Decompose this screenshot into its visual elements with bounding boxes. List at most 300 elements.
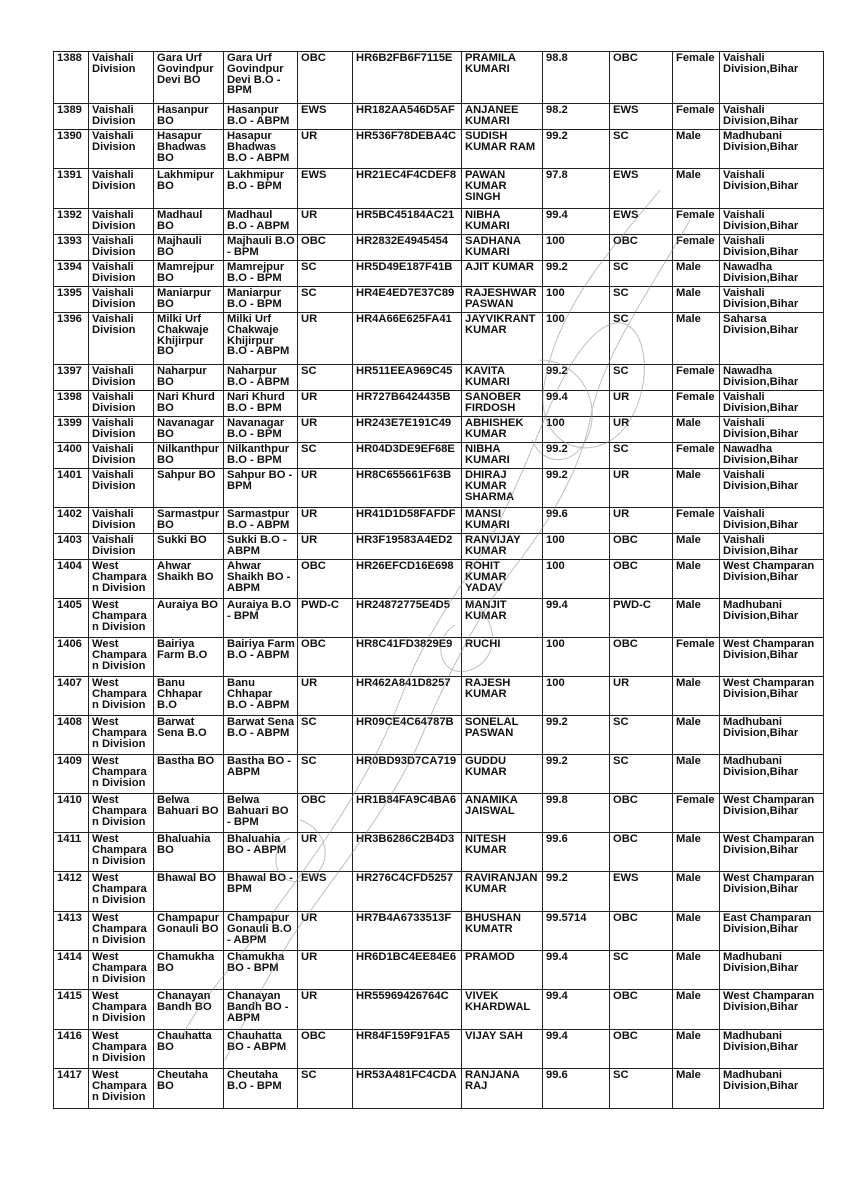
cell-sr-no: 1402: [54, 508, 89, 534]
cell-percentage: 99.4: [543, 990, 610, 1030]
cell-percentage: 100: [543, 313, 610, 365]
cell-category: EWS: [298, 872, 353, 912]
cell-division: West Champara n Division: [89, 1030, 154, 1069]
cell-office-name: Madhaul BO: [154, 209, 224, 235]
cell-sr-no: 1414: [54, 951, 89, 990]
cell-category: SC: [298, 755, 353, 794]
cell-gender: Female: [673, 508, 720, 534]
cell-gender: Female: [673, 391, 720, 417]
cell-category: UR: [298, 469, 353, 508]
cell-category: UR: [298, 677, 353, 716]
cell-office-name: Chauhatta BO: [154, 1030, 224, 1069]
cell-percentage: 98.8: [543, 52, 610, 104]
cell-category: SC: [298, 716, 353, 755]
cell-post-name: Banu Chhapar B.O - ABPM: [224, 677, 298, 716]
cell-division: Vaishali Division: [89, 287, 154, 313]
cell-office-name: Cheutaha BO: [154, 1069, 224, 1109]
cell-gender: Female: [673, 794, 720, 833]
cell-registration-no: HR182AA546D5AF: [353, 104, 462, 130]
cell-candidate-category: SC: [610, 261, 673, 287]
cell-division: Vaishali Division: [89, 169, 154, 209]
cell-sr-no: 1413: [54, 912, 89, 951]
table-row: [54, 794, 824, 833]
table-row: [54, 508, 824, 534]
cell-registration-no: HR4A66E625FA41: [353, 313, 462, 365]
cell-percentage: 99.2: [543, 130, 610, 169]
cell-registration-no: HR5D49E187F41B: [353, 261, 462, 287]
cell-percentage: 100: [543, 560, 610, 599]
cell-category: SC: [298, 261, 353, 287]
cell-post-name: Bairiya Farm B.O - ABPM: [224, 638, 298, 677]
cell-office-name: Nilkanthpur BO: [154, 443, 224, 469]
cell-gender: Male: [673, 469, 720, 508]
cell-gender: Male: [673, 872, 720, 912]
cell-division: Vaishali Division: [89, 365, 154, 391]
table-row: [54, 716, 824, 755]
cell-candidate-category: SC: [610, 716, 673, 755]
cell-candidate-division: Vaishali Division,Bihar: [720, 534, 824, 560]
cell-sr-no: 1405: [54, 599, 89, 638]
cell-candidate-category: OBC: [610, 52, 673, 104]
table-row: [54, 872, 824, 912]
cell-post-name: Nari Khurd B.O - BPM: [224, 391, 298, 417]
cell-percentage: 100: [543, 534, 610, 560]
cell-office-name: Navanagar BO: [154, 417, 224, 443]
cell-percentage: 99.2: [543, 872, 610, 912]
cell-office-name: Gara Urf Govindpur Devi BO: [154, 52, 224, 104]
cell-candidate-division: West Champaran Division,Bihar: [720, 794, 824, 833]
cell-percentage: 99.4: [543, 599, 610, 638]
cell-category: UR: [298, 508, 353, 534]
cell-candidate-name: RUCHI: [462, 638, 543, 677]
cell-candidate-name: DHIRAJ KUMAR SHARMA: [462, 469, 543, 508]
cell-division: West Champara n Division: [89, 990, 154, 1030]
cell-post-name: Naharpur B.O - ABPM: [224, 365, 298, 391]
cell-candidate-category: SC: [610, 443, 673, 469]
cell-candidate-division: Vaishali Division,Bihar: [720, 209, 824, 235]
cell-gender: Male: [673, 599, 720, 638]
cell-division: West Champara n Division: [89, 599, 154, 638]
cell-gender: Female: [673, 104, 720, 130]
cell-post-name: Chamukha BO - BPM: [224, 951, 298, 990]
cell-candidate-name: KAVITA KUMARI: [462, 365, 543, 391]
cell-gender: Male: [673, 261, 720, 287]
cell-candidate-name: ROHIT KUMAR YADAV: [462, 560, 543, 599]
table-row: [54, 235, 824, 261]
table-row: [54, 104, 824, 130]
cell-post-name: Chauhatta BO - ABPM: [224, 1030, 298, 1069]
cell-candidate-name: PRAMOD: [462, 951, 543, 990]
cell-category: UR: [298, 912, 353, 951]
cell-office-name: Bastha BO: [154, 755, 224, 794]
cell-candidate-category: OBC: [610, 534, 673, 560]
table-row: [54, 130, 824, 169]
cell-sr-no: 1392: [54, 209, 89, 235]
cell-candidate-category: SC: [610, 313, 673, 365]
cell-candidate-category: OBC: [610, 912, 673, 951]
cell-candidate-name: NITESH KUMAR: [462, 833, 543, 872]
cell-office-name: Sarmastpur BO: [154, 508, 224, 534]
cell-registration-no: HR04D3DE9EF68E: [353, 443, 462, 469]
cell-post-name: Madhaul B.O - ABPM: [224, 209, 298, 235]
cell-division: Vaishali Division: [89, 52, 154, 104]
cell-category: SC: [298, 287, 353, 313]
cell-post-name: Mamrejpur B.O - BPM: [224, 261, 298, 287]
cell-post-name: Barwat Sena B.O - ABPM: [224, 716, 298, 755]
cell-candidate-division: Madhubani Division,Bihar: [720, 1030, 824, 1069]
cell-office-name: Ahwar Shaikh BO: [154, 560, 224, 599]
cell-candidate-name: ANJANEE KUMARI: [462, 104, 543, 130]
cell-registration-no: HR0BD93D7CA719: [353, 755, 462, 794]
cell-office-name: Maniarpur BO: [154, 287, 224, 313]
cell-candidate-category: PWD-C: [610, 599, 673, 638]
cell-office-name: Bhawal BO: [154, 872, 224, 912]
table-row: [54, 52, 824, 104]
cell-candidate-category: OBC: [610, 794, 673, 833]
cell-registration-no: HR3F19583A4ED2: [353, 534, 462, 560]
cell-sr-no: 1390: [54, 130, 89, 169]
cell-percentage: 99.2: [543, 716, 610, 755]
cell-division: West Champara n Division: [89, 560, 154, 599]
cell-registration-no: HR536F78DEBA4C: [353, 130, 462, 169]
cell-category: OBC: [298, 1030, 353, 1069]
cell-gender: Female: [673, 365, 720, 391]
cell-candidate-division: Madhubani Division,Bihar: [720, 951, 824, 990]
cell-candidate-name: SONELAL PASWAN: [462, 716, 543, 755]
cell-division: Vaishali Division: [89, 313, 154, 365]
cell-registration-no: HR8C655661F63B: [353, 469, 462, 508]
cell-gender: Male: [673, 169, 720, 209]
cell-division: Vaishali Division: [89, 534, 154, 560]
table-row: [54, 365, 824, 391]
cell-post-name: Lakhmipur B.O - BPM: [224, 169, 298, 209]
cell-sr-no: 1404: [54, 560, 89, 599]
cell-candidate-category: SC: [610, 1069, 673, 1109]
table-row: [54, 638, 824, 677]
cell-registration-no: HR243E7E191C49: [353, 417, 462, 443]
cell-office-name: Sahpur BO: [154, 469, 224, 508]
cell-office-name: Majhauli BO: [154, 235, 224, 261]
table-row: [54, 534, 824, 560]
cell-gender: Male: [673, 130, 720, 169]
cell-percentage: 99.6: [543, 1069, 610, 1109]
cell-division: Vaishali Division: [89, 235, 154, 261]
table-row: [54, 417, 824, 443]
cell-candidate-division: Vaishali Division,Bihar: [720, 104, 824, 130]
cell-post-name: Majhauli B.O - BPM: [224, 235, 298, 261]
cell-sr-no: 1391: [54, 169, 89, 209]
cell-office-name: Champapur Gonauli BO: [154, 912, 224, 951]
cell-candidate-name: MANSI KUMARI: [462, 508, 543, 534]
cell-candidate-name: SANOBER FIRDOSH: [462, 391, 543, 417]
cell-sr-no: 1411: [54, 833, 89, 872]
cell-office-name: Hasanpur BO: [154, 104, 224, 130]
cell-candidate-division: Nawadha Division,Bihar: [720, 443, 824, 469]
cell-candidate-division: Vaishali Division,Bihar: [720, 287, 824, 313]
cell-candidate-category: EWS: [610, 169, 673, 209]
cell-registration-no: HR24872775E4D5: [353, 599, 462, 638]
cell-category: SC: [298, 443, 353, 469]
cell-sr-no: 1415: [54, 990, 89, 1030]
cell-candidate-category: OBC: [610, 990, 673, 1030]
cell-sr-no: 1396: [54, 313, 89, 365]
cell-percentage: 100: [543, 638, 610, 677]
cell-category: UR: [298, 130, 353, 169]
cell-post-name: Navanagar B.O - BPM: [224, 417, 298, 443]
cell-category: UR: [298, 313, 353, 365]
cell-candidate-name: RANJANA RAJ: [462, 1069, 543, 1109]
cell-registration-no: HR21EC4F4CDEF8: [353, 169, 462, 209]
cell-candidate-division: Vaishali Division,Bihar: [720, 417, 824, 443]
cell-gender: Female: [673, 638, 720, 677]
cell-gender: Male: [673, 534, 720, 560]
cell-candidate-name: RAJESHWAR PASWAN: [462, 287, 543, 313]
cell-office-name: Chanayan Bandh BO: [154, 990, 224, 1030]
cell-sr-no: 1401: [54, 469, 89, 508]
cell-candidate-division: Vaishali Division,Bihar: [720, 508, 824, 534]
cell-candidate-category: UR: [610, 469, 673, 508]
cell-division: Vaishali Division: [89, 469, 154, 508]
cell-post-name: Champapur Gonauli B.O - ABPM: [224, 912, 298, 951]
cell-percentage: 99.2: [543, 261, 610, 287]
cell-candidate-name: SADHANA KUMARI: [462, 235, 543, 261]
cell-candidate-name: JAYVIKRANT KUMAR: [462, 313, 543, 365]
cell-percentage: 99.4: [543, 391, 610, 417]
cell-candidate-division: Nawadha Division,Bihar: [720, 261, 824, 287]
cell-candidate-name: RAVIRANJAN KUMAR: [462, 872, 543, 912]
cell-category: UR: [298, 391, 353, 417]
cell-candidate-division: West Champaran Division,Bihar: [720, 560, 824, 599]
cell-candidate-division: West Champaran Division,Bihar: [720, 990, 824, 1030]
table-row: [54, 169, 824, 209]
cell-sr-no: 1399: [54, 417, 89, 443]
cell-candidate-category: SC: [610, 755, 673, 794]
cell-candidate-name: SUDISH KUMAR RAM: [462, 130, 543, 169]
cell-sr-no: 1409: [54, 755, 89, 794]
cell-category: UR: [298, 417, 353, 443]
cell-sr-no: 1410: [54, 794, 89, 833]
cell-division: Vaishali Division: [89, 391, 154, 417]
cell-category: EWS: [298, 104, 353, 130]
cell-sr-no: 1398: [54, 391, 89, 417]
cell-candidate-category: UR: [610, 508, 673, 534]
cell-candidate-division: Vaishali Division,Bihar: [720, 391, 824, 417]
cell-candidate-division: Madhubani Division,Bihar: [720, 716, 824, 755]
cell-candidate-name: NIBHA KUMARI: [462, 209, 543, 235]
results-table: [53, 51, 824, 1109]
cell-post-name: Bastha BO - ABPM: [224, 755, 298, 794]
cell-percentage: 99.4: [543, 1030, 610, 1069]
cell-gender: Male: [673, 912, 720, 951]
cell-candidate-category: OBC: [610, 638, 673, 677]
cell-registration-no: HR6D1BC4EE84E6: [353, 951, 462, 990]
cell-registration-no: HR41D1D58FAFDF: [353, 508, 462, 534]
cell-candidate-name: AJIT KUMAR: [462, 261, 543, 287]
cell-sr-no: 1397: [54, 365, 89, 391]
cell-sr-no: 1403: [54, 534, 89, 560]
table-row: [54, 391, 824, 417]
cell-candidate-name: NIBHA KUMARI: [462, 443, 543, 469]
cell-category: EWS: [298, 169, 353, 209]
cell-category: UR: [298, 833, 353, 872]
cell-percentage: 99.2: [543, 755, 610, 794]
cell-percentage: 99.8: [543, 794, 610, 833]
cell-division: West Champara n Division: [89, 951, 154, 990]
cell-office-name: Belwa Bahuari BO: [154, 794, 224, 833]
cell-division: Vaishali Division: [89, 104, 154, 130]
table-row: [54, 209, 824, 235]
cell-registration-no: HR6B2FB6F7115E: [353, 52, 462, 104]
cell-sr-no: 1408: [54, 716, 89, 755]
cell-sr-no: 1395: [54, 287, 89, 313]
cell-candidate-division: Nawadha Division,Bihar: [720, 365, 824, 391]
table-body: [54, 52, 824, 1109]
cell-registration-no: HR1B84FA9C4BA6: [353, 794, 462, 833]
cell-percentage: 100: [543, 235, 610, 261]
cell-gender: Male: [673, 417, 720, 443]
cell-sr-no: 1389: [54, 104, 89, 130]
cell-category: OBC: [298, 560, 353, 599]
cell-sr-no: 1394: [54, 261, 89, 287]
cell-percentage: 99.2: [543, 469, 610, 508]
cell-candidate-division: Madhubani Division,Bihar: [720, 599, 824, 638]
cell-registration-no: HR84F159F91FA5: [353, 1030, 462, 1069]
cell-candidate-category: SC: [610, 951, 673, 990]
cell-gender: Male: [673, 755, 720, 794]
cell-sr-no: 1416: [54, 1030, 89, 1069]
cell-office-name: Hasapur Bhadwas BO: [154, 130, 224, 169]
table-row: [54, 287, 824, 313]
cell-category: UR: [298, 951, 353, 990]
cell-office-name: Auraiya BO: [154, 599, 224, 638]
cell-category: OBC: [298, 794, 353, 833]
cell-percentage: 100: [543, 417, 610, 443]
cell-post-name: Sukki B.O - ABPM: [224, 534, 298, 560]
cell-registration-no: HR2832E4945454: [353, 235, 462, 261]
cell-registration-no: HR5BC45184AC21: [353, 209, 462, 235]
cell-candidate-division: West Champaran Division,Bihar: [720, 872, 824, 912]
cell-candidate-category: SC: [610, 365, 673, 391]
table-row: [54, 755, 824, 794]
cell-post-name: Gara Urf Govindpur Devi B.O - BPM: [224, 52, 298, 104]
cell-category: OBC: [298, 52, 353, 104]
cell-percentage: 99.4: [543, 951, 610, 990]
cell-post-name: Sahpur BO - BPM: [224, 469, 298, 508]
cell-office-name: Lakhmipur BO: [154, 169, 224, 209]
cell-office-name: Chamukha BO: [154, 951, 224, 990]
cell-division: Vaishali Division: [89, 508, 154, 534]
cell-division: West Champara n Division: [89, 872, 154, 912]
cell-percentage: 97.8: [543, 169, 610, 209]
table-row: [54, 313, 824, 365]
cell-percentage: 99.2: [543, 443, 610, 469]
cell-division: West Champara n Division: [89, 912, 154, 951]
table-row: [54, 443, 824, 469]
cell-registration-no: HR55969426764C: [353, 990, 462, 1030]
cell-registration-no: HR276C4CFD5257: [353, 872, 462, 912]
cell-office-name: Sukki BO: [154, 534, 224, 560]
cell-category: SC: [298, 365, 353, 391]
table-row: [54, 560, 824, 599]
cell-category: UR: [298, 209, 353, 235]
cell-percentage: 100: [543, 287, 610, 313]
cell-candidate-division: Madhubani Division,Bihar: [720, 755, 824, 794]
cell-division: West Champara n Division: [89, 677, 154, 716]
cell-division: West Champara n Division: [89, 638, 154, 677]
cell-candidate-category: OBC: [610, 235, 673, 261]
cell-sr-no: 1412: [54, 872, 89, 912]
cell-percentage: 99.2: [543, 365, 610, 391]
cell-candidate-category: OBC: [610, 1030, 673, 1069]
cell-sr-no: 1417: [54, 1069, 89, 1109]
table-row: [54, 261, 824, 287]
cell-post-name: Chanayan Bandh BO - ABPM: [224, 990, 298, 1030]
cell-gender: Male: [673, 951, 720, 990]
cell-registration-no: HR7B4A6733513F: [353, 912, 462, 951]
cell-candidate-name: RANVIJAY KUMAR: [462, 534, 543, 560]
table-row: [54, 912, 824, 951]
cell-post-name: Ahwar Shaikh BO - ABPM: [224, 560, 298, 599]
cell-percentage: 100: [543, 677, 610, 716]
cell-candidate-category: UR: [610, 391, 673, 417]
cell-office-name: Naharpur BO: [154, 365, 224, 391]
cell-candidate-name: VIVEK KHARDWAL: [462, 990, 543, 1030]
cell-division: Vaishali Division: [89, 443, 154, 469]
cell-post-name: Milki Urf Chakwaje Khijirpur B.O - ABPM: [224, 313, 298, 365]
cell-registration-no: HR3B6286C2B4D3: [353, 833, 462, 872]
cell-division: Vaishali Division: [89, 130, 154, 169]
cell-candidate-category: OBC: [610, 833, 673, 872]
cell-post-name: Maniarpur B.O - BPM: [224, 287, 298, 313]
cell-percentage: 99.6: [543, 833, 610, 872]
cell-candidate-division: West Champaran Division,Bihar: [720, 833, 824, 872]
cell-gender: Male: [673, 833, 720, 872]
cell-post-name: Bhaluahia BO - ABPM: [224, 833, 298, 872]
cell-office-name: Mamrejpur BO: [154, 261, 224, 287]
cell-post-name: Bhawal BO - BPM: [224, 872, 298, 912]
cell-sr-no: 1400: [54, 443, 89, 469]
cell-candidate-division: Vaishali Division,Bihar: [720, 469, 824, 508]
cell-candidate-name: ABHISHEK KUMAR: [462, 417, 543, 443]
cell-candidate-name: VIJAY SAH: [462, 1030, 543, 1069]
cell-candidate-name: ANAMIKA JAISWAL: [462, 794, 543, 833]
cell-division: Vaishali Division: [89, 261, 154, 287]
cell-registration-no: HR26EFCD16E698: [353, 560, 462, 599]
cell-candidate-name: PAWAN KUMAR SINGH: [462, 169, 543, 209]
cell-candidate-division: Madhubani Division,Bihar: [720, 130, 824, 169]
cell-candidate-category: SC: [610, 287, 673, 313]
cell-registration-no: HR462A841D8257: [353, 677, 462, 716]
table-row: [54, 1030, 824, 1069]
cell-category: SC: [298, 1069, 353, 1109]
cell-office-name: Bairiya Farm B.O: [154, 638, 224, 677]
cell-gender: Male: [673, 1030, 720, 1069]
cell-candidate-division: West Champaran Division,Bihar: [720, 638, 824, 677]
cell-post-name: Sarmastpur B.O - ABPM: [224, 508, 298, 534]
cell-gender: Male: [673, 560, 720, 599]
table-row: [54, 990, 824, 1030]
cell-category: OBC: [298, 235, 353, 261]
cell-percentage: 99.6: [543, 508, 610, 534]
cell-candidate-category: EWS: [610, 209, 673, 235]
cell-candidate-division: East Champaran Division,Bihar: [720, 912, 824, 951]
cell-sr-no: 1393: [54, 235, 89, 261]
cell-candidate-division: Saharsa Division,Bihar: [720, 313, 824, 365]
cell-candidate-division: Vaishali Division,Bihar: [720, 235, 824, 261]
cell-candidate-category: EWS: [610, 104, 673, 130]
cell-post-name: Auraiya B.O - BPM: [224, 599, 298, 638]
cell-post-name: Hasapur Bhadwas B.O - ABPM: [224, 130, 298, 169]
